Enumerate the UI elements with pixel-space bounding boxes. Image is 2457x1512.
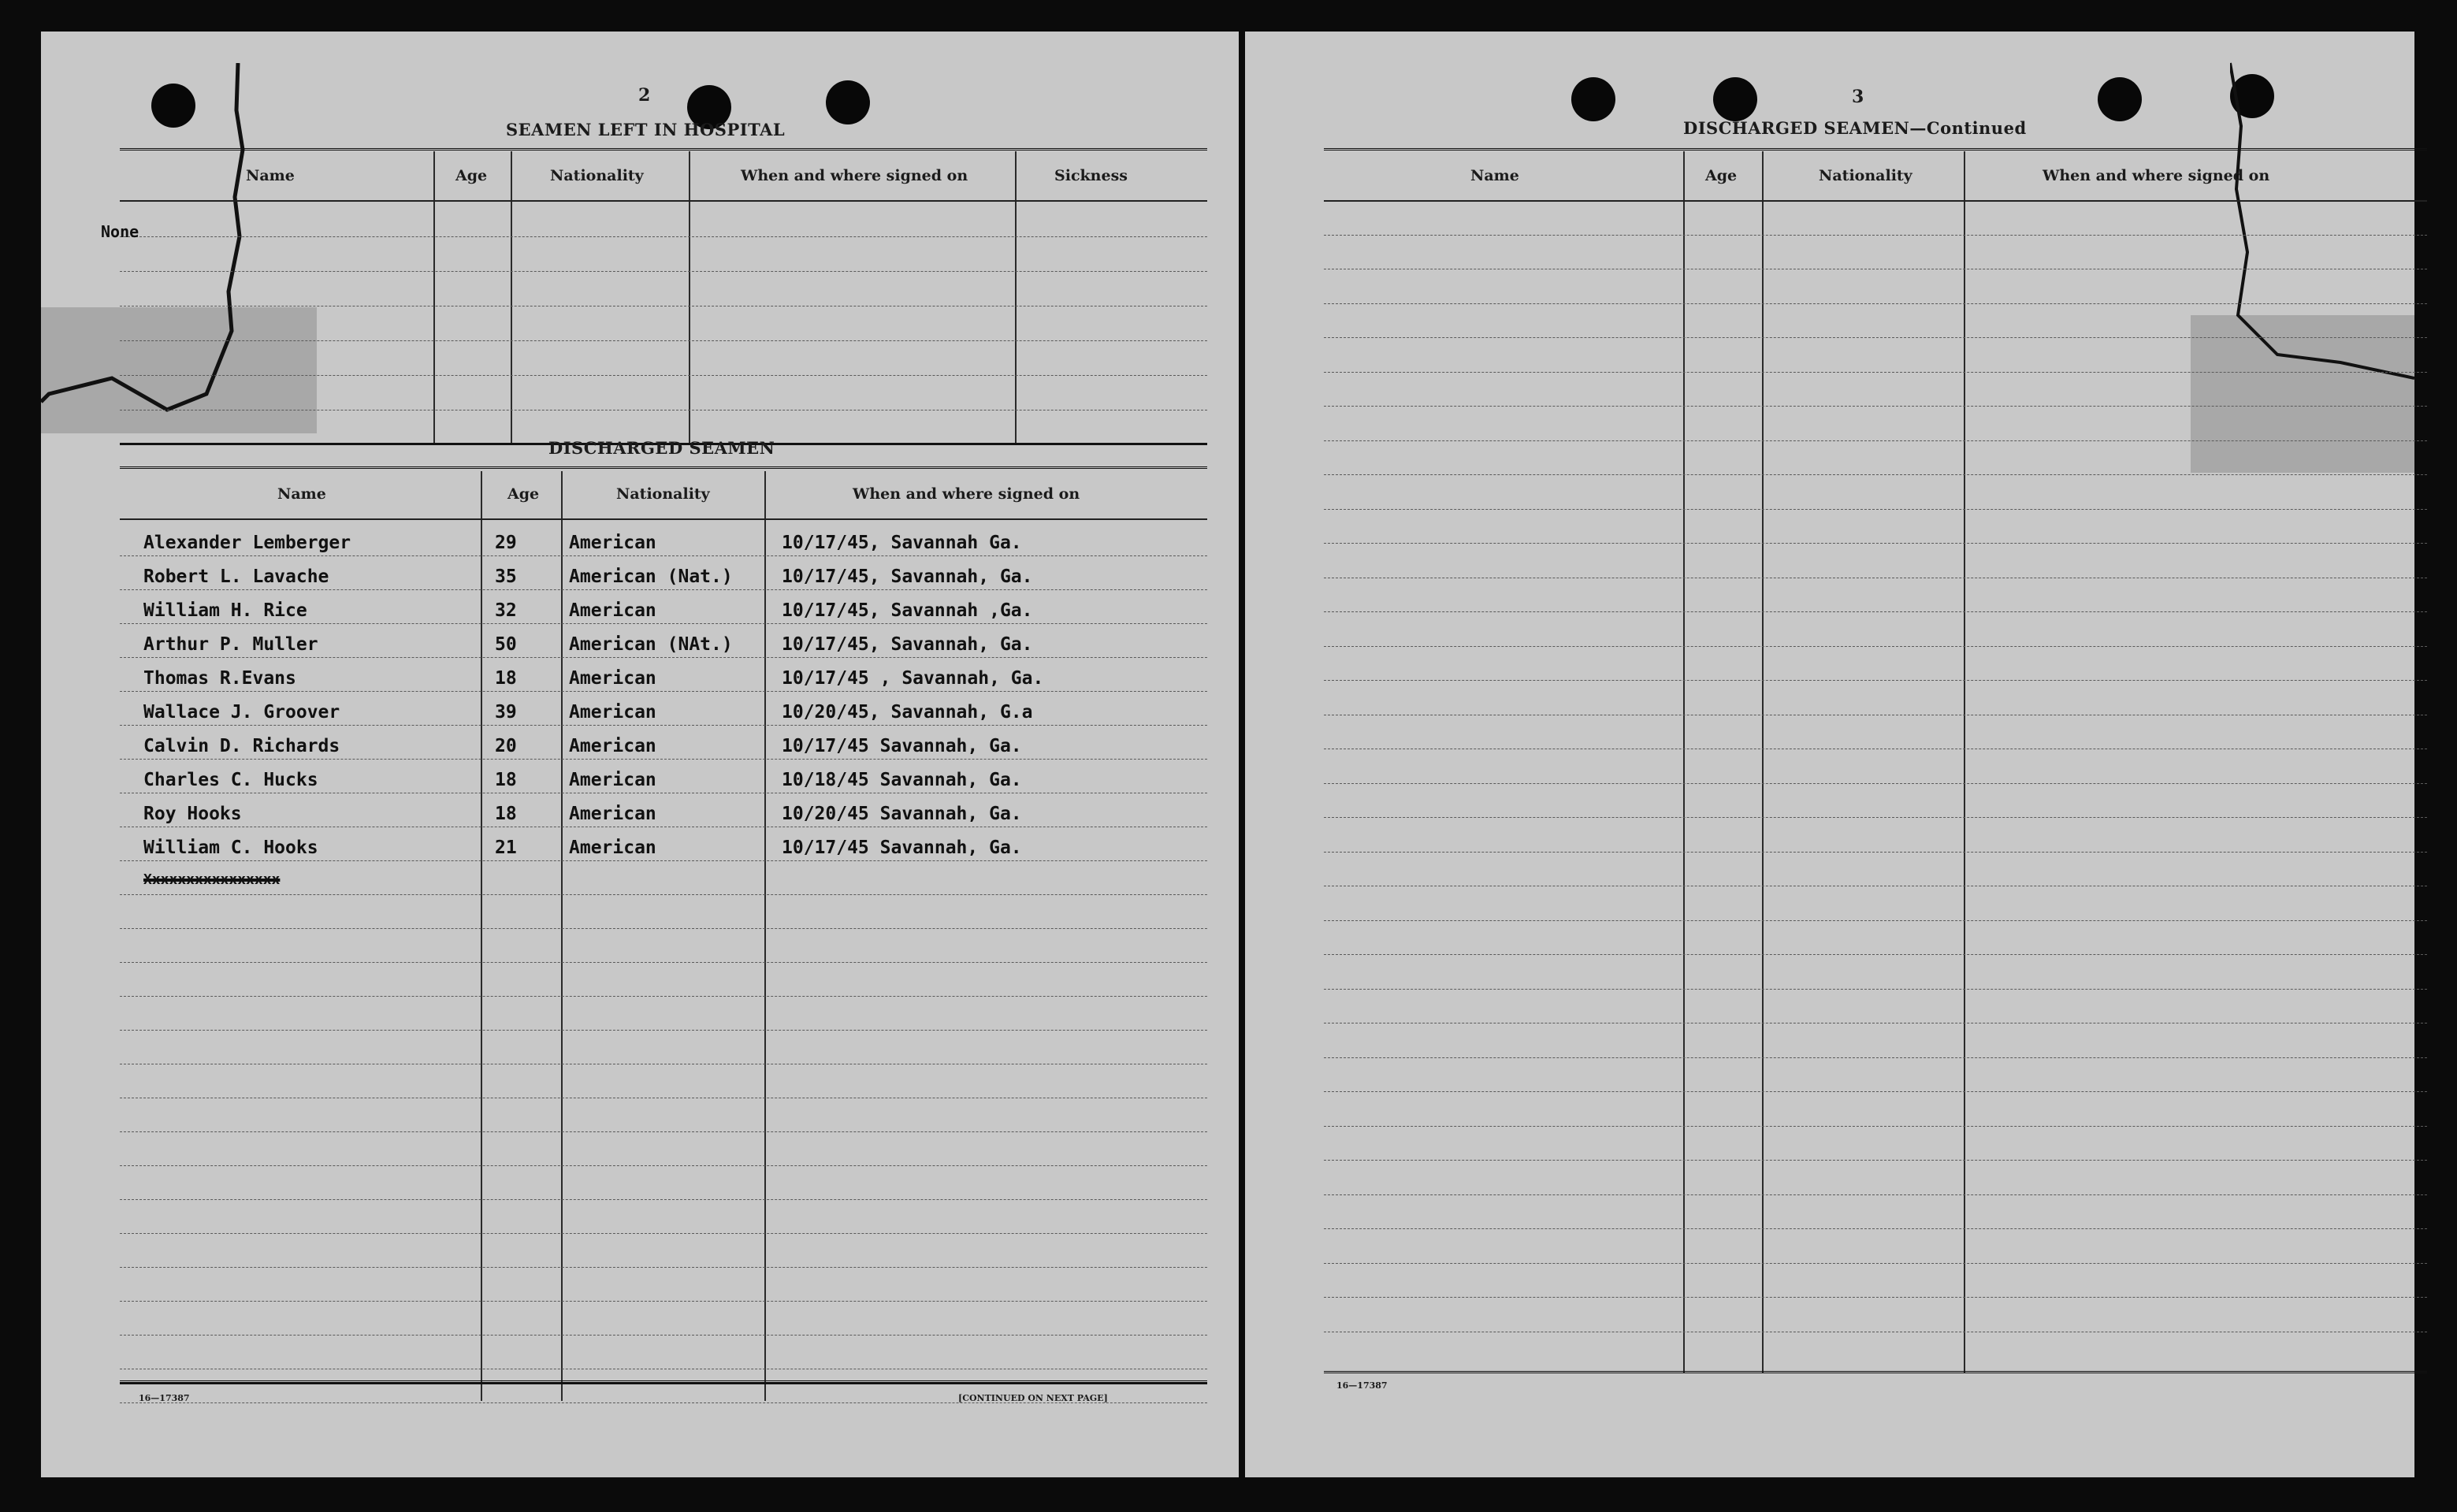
seaman-signed-on: 10/17/45, Savannah ,Ga. (782, 600, 1033, 621)
right-table-top-rule (1324, 148, 2427, 152)
table-row-rule (1324, 1228, 2427, 1229)
seaman-nationality: American (569, 838, 656, 858)
right-footer-rule (1324, 1371, 2427, 1375)
column-divider (1683, 151, 1685, 1373)
seaman-name: Alexander Lemberger (143, 533, 351, 553)
seaman-age: 18 (495, 668, 517, 689)
table-row-rule (120, 555, 1207, 556)
table-row-rule (120, 623, 1207, 624)
right-page (1245, 32, 2414, 1477)
seaman-age: 39 (495, 702, 517, 723)
table-row-rule (1324, 372, 2427, 373)
table-row-rule (1324, 1263, 2427, 1264)
seaman-signed-on: 10/17/45 Savannah, Ga. (782, 736, 1022, 756)
footer-rule (120, 1380, 1207, 1384)
table-row-rule (1324, 920, 2427, 921)
table-row-rule (1324, 852, 2427, 853)
table-row-rule (120, 691, 1207, 692)
table-row-rule (120, 1233, 1207, 1234)
table-row-rule (1324, 1297, 2427, 1298)
seaman-age: 35 (495, 567, 517, 587)
discharged-header-nationality: Nationality (616, 485, 710, 503)
table-row-rule (1324, 406, 2427, 407)
table-row-rule (1324, 646, 2427, 647)
table-row-rule (1324, 989, 2427, 990)
table-row-rule (120, 962, 1207, 963)
table-row-rule (1324, 680, 2427, 681)
column-divider (1015, 151, 1017, 443)
table-row-rule (1324, 783, 2427, 784)
seaman-name: Arthur P. Muller (143, 634, 318, 655)
seaman-signed-on: 10/17/45 Savannah, Ga. (782, 838, 1022, 858)
form-number: 16—17387 (1336, 1380, 1388, 1391)
table-row-rule (120, 759, 1207, 760)
seaman-age: 18 (495, 804, 517, 824)
table-row-rule (1324, 1126, 2427, 1127)
table-row-rule (1324, 1160, 2427, 1161)
table-row-rule (1324, 954, 2427, 955)
seaman-nationality: American (569, 668, 656, 689)
right-header-rule (1324, 200, 2427, 202)
table-row-rule (1324, 817, 2427, 818)
seaman-nationality: American (569, 770, 656, 790)
table-row-rule (120, 1199, 1207, 1200)
seaman-name: Thomas R.Evans (143, 668, 296, 689)
discharged-header-signed-on: When and where signed on (853, 485, 1080, 503)
seaman-name: Wallace J. Groover (143, 702, 340, 723)
right-header-nationality: Nationality (1819, 167, 1912, 184)
seaman-signed-on: 10/17/45, Savannah, Ga. (782, 634, 1033, 655)
seaman-signed-on: 10/17/45, Savannah Ga. (782, 533, 1022, 553)
seaman-signed-on: 10/20/45, Savannah, G.a (782, 702, 1033, 723)
seaman-name: Roy Hooks (143, 804, 242, 824)
column-divider (1762, 151, 1764, 1373)
punch-hole (1571, 77, 1615, 121)
seaman-name: Calvin D. Richards (143, 736, 340, 756)
discharged-section-title: DISCHARGED SEAMEN (548, 438, 775, 458)
table-row-rule (120, 860, 1207, 861)
seaman-nationality: American (569, 533, 656, 553)
discharged-table-top-rule (120, 466, 1207, 470)
seaman-age: 29 (495, 533, 517, 553)
table-row-rule (1324, 1057, 2427, 1058)
table-row-rule (120, 1301, 1207, 1302)
seaman-name: Charles C. Hucks (143, 770, 318, 790)
seaman-nationality: American (569, 702, 656, 723)
hospital-section-title: SEAMEN LEFT IN HOSPITAL (506, 120, 786, 139)
seaman-age: 21 (495, 838, 517, 858)
hospital-header-name: Name (246, 167, 295, 184)
hospital-header-sickness: Sickness (1054, 167, 1128, 184)
torn-edge (41, 63, 277, 425)
hospital-header-age: Age (455, 167, 488, 184)
column-divider (764, 471, 766, 1401)
table-row-rule (1324, 509, 2427, 510)
table-row-rule (120, 928, 1207, 929)
table-row-rule (1324, 474, 2427, 475)
seaman-nationality: American (569, 736, 656, 756)
table-row-rule (1324, 611, 2427, 612)
seaman-signed-on: 10/17/45, Savannah, Ga. (782, 567, 1033, 587)
table-row-rule (120, 725, 1207, 726)
seaman-name: William C. Hooks (143, 838, 318, 858)
continued-note: [CONTINUED ON NEXT PAGE] (958, 1393, 1108, 1403)
column-divider (689, 151, 690, 443)
seaman-age: 18 (495, 770, 517, 790)
table-row (120, 340, 1207, 341)
seaman-age: 50 (495, 634, 517, 655)
hospital-header-nationality: Nationality (550, 167, 644, 184)
table-row-rule (1324, 1091, 2427, 1092)
table-row-rule (1324, 440, 2427, 441)
table-row-rule (120, 996, 1207, 997)
form-number: 16—17387 (139, 1393, 190, 1403)
discharged-header-name: Name (277, 485, 326, 503)
right-header-name: Name (1470, 167, 1519, 184)
column-divider (561, 471, 563, 1401)
hospital-header-signed-on: When and where signed on (741, 167, 968, 184)
left-page (41, 32, 1239, 1477)
table-row-rule (120, 1165, 1207, 1166)
seaman-nationality: American (569, 600, 656, 621)
hospital-entry-none: None (101, 222, 139, 241)
column-divider (511, 151, 512, 443)
hospital-header-rule (120, 200, 1207, 202)
seaman-signed-on: 10/20/45 Savannah, Ga. (782, 804, 1022, 824)
discharged-header-rule (120, 518, 1207, 520)
seaman-age: 20 (495, 736, 517, 756)
seaman-nationality: American (Nat.) (569, 567, 733, 587)
table-row-rule (1324, 543, 2427, 544)
column-divider (481, 471, 482, 1401)
punch-hole (1713, 77, 1757, 121)
table-row (120, 236, 1207, 237)
seaman-age: 32 (495, 600, 517, 621)
struck-entry: Xxxxxxxxxxxxxxxx (143, 871, 281, 888)
table-row-rule (120, 1030, 1207, 1031)
page-number: 3 (1852, 87, 1864, 107)
hospital-table-top-rule (120, 148, 1207, 152)
right-section-title: DISCHARGED SEAMEN—Continued (1683, 118, 2027, 138)
table-row-rule (120, 657, 1207, 658)
table-row-rule (1324, 235, 2427, 236)
table-row-rule (1324, 337, 2427, 338)
page-number: 2 (638, 85, 651, 106)
table-row-rule (120, 1335, 1207, 1336)
torn-edge (2230, 32, 2414, 410)
seaman-name: Robert L. Lavache (143, 567, 329, 587)
seaman-signed-on: 10/18/45 Savannah, Ga. (782, 770, 1022, 790)
table-row (120, 410, 1207, 411)
right-header-age: Age (1705, 167, 1738, 184)
seaman-signed-on: 10/17/45 , Savannah, Ga. (782, 668, 1044, 689)
punch-hole (826, 80, 870, 124)
punch-hole (2098, 77, 2142, 121)
table-row-rule (120, 894, 1207, 895)
seaman-nationality: American (569, 804, 656, 824)
column-divider (433, 151, 435, 443)
right-header-signed-on: When and where signed on (2043, 167, 2270, 184)
column-divider (1964, 151, 1965, 1373)
seaman-name: William H. Rice (143, 600, 307, 621)
table-row (120, 271, 1207, 272)
table-row-rule (120, 1131, 1207, 1132)
table-row-rule (1324, 303, 2427, 304)
table-row (120, 375, 1207, 376)
seaman-nationality: American (NAt.) (569, 634, 733, 655)
table-row-rule (1324, 1194, 2427, 1195)
table-row-rule (120, 589, 1207, 590)
table-row-rule (120, 1267, 1207, 1268)
discharged-header-age: Age (507, 485, 540, 503)
